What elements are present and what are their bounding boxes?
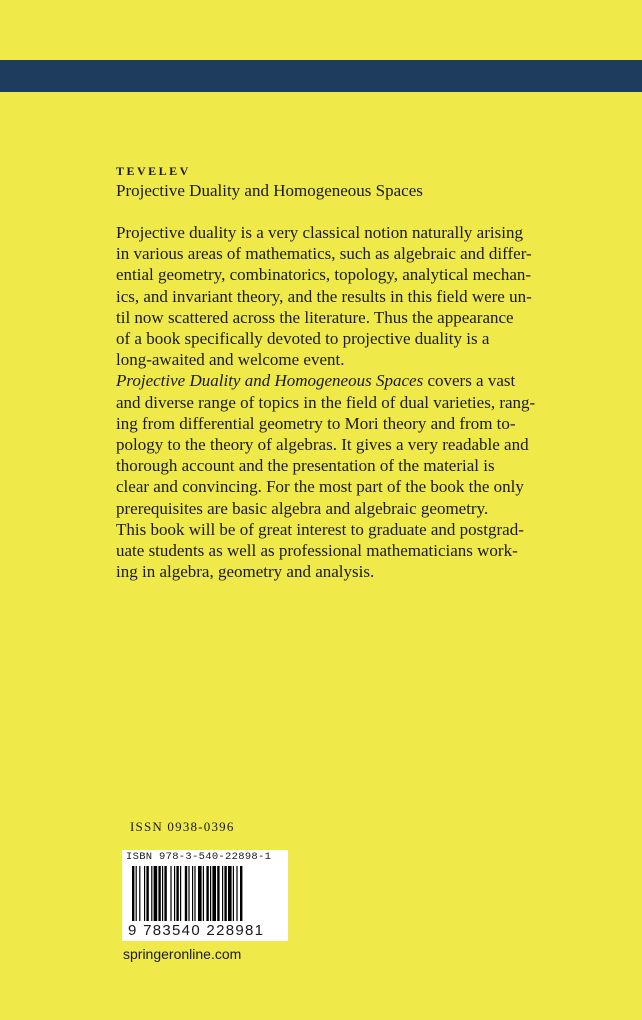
blurb-line: of a book specifically devoted to projective duality is a xyxy=(116,329,490,349)
blurb-line: long-awaited and welcome event. xyxy=(116,350,345,370)
review-book-title: Projective Duality and Homogeneous Spaces xyxy=(116,371,424,391)
review-line: uate students as well as professional mathematicians work- xyxy=(116,541,518,561)
blurb-line: ential geometry, combinatorics, topology, analytical mechan- xyxy=(116,265,532,285)
review-line: clear and convincing. For the most part of the book the only xyxy=(116,477,524,497)
blurb-line: ics, and invariant theory, and the results in this field were un- xyxy=(116,286,532,306)
review-line: pology to the theory of algebras. It gives a very readable and xyxy=(116,435,529,455)
review-line: thorough account and the presentation of the material is xyxy=(116,456,495,476)
isbn-number: ISBN 978-3-540-22898-1 xyxy=(126,851,272,863)
barcode-label xyxy=(122,850,288,941)
blurb-line: Projective duality is a very classical notion naturally arising xyxy=(116,223,523,242)
blurb-line: in various areas of mathematics, such as algebraic and differ- xyxy=(116,244,532,264)
top-color-band xyxy=(0,60,642,92)
review-first-line xyxy=(116,370,536,391)
publisher-website: springeronline.com xyxy=(123,946,242,962)
author-name: TEVELEV xyxy=(116,164,191,178)
ean-digits: 9 783540 228981 xyxy=(128,922,265,939)
review-first-rest: covers a vast xyxy=(423,371,516,391)
book-title: Projective Duality and Homogeneous Spaces xyxy=(116,181,423,200)
blurb-line: til now scattered across the literature. Thus the appearance xyxy=(116,307,514,327)
blurb xyxy=(116,222,536,582)
issn-number: ISSN 0938-0396 xyxy=(130,819,235,834)
review-line: prerequisites are basic algebra and algebraic geometry. xyxy=(116,498,489,518)
review-line: ing in algebra, geometry and analysis. xyxy=(116,562,375,582)
review-line: and diverse range of topics in the field of dual varieties, rang- xyxy=(116,392,536,412)
review-line: This book will be of great interest to graduate and postgrad- xyxy=(116,519,524,539)
review-line: ing from differential geometry to Mori theory and from to- xyxy=(116,413,516,433)
